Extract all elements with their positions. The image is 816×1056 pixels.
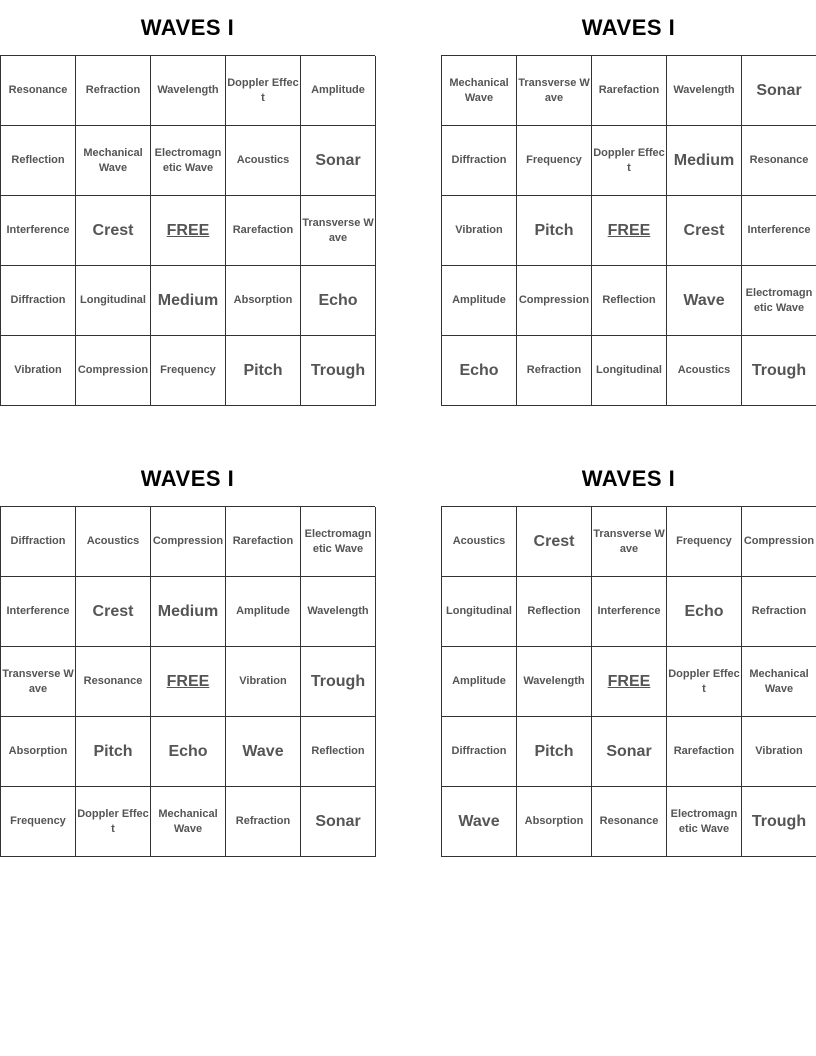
bingo-cell: Transverse Wave [1, 647, 76, 717]
bingo-grid [441, 506, 816, 857]
bingo-cell: Acoustics [442, 507, 517, 577]
bingo-cell: Sonar [592, 717, 667, 787]
free-space-cell: FREE [592, 196, 667, 266]
card-title: WAVES I [581, 466, 676, 491]
bingo-cell: Resonance [1, 56, 76, 126]
bingo-cell: Frequency [517, 126, 592, 196]
bingo-card-3 [0, 451, 375, 857]
bingo-cell: Frequency [1, 787, 76, 857]
bingo-cell: Longitudinal [442, 577, 517, 647]
bingo-cell: Vibration [742, 717, 816, 787]
bingo-cell: Compression [742, 507, 816, 577]
bingo-grid [0, 506, 375, 857]
bingo-cell: Trough [742, 336, 816, 406]
bingo-cell: Doppler Effect [76, 787, 151, 857]
bingo-card-4 [441, 451, 816, 857]
bingo-cell: Echo [442, 336, 517, 406]
bingo-cell: Frequency [151, 336, 226, 406]
bingo-cell: Pitch [517, 196, 592, 266]
bingo-cell: Resonance [76, 647, 151, 717]
bingo-cell: Wavelength [151, 56, 226, 126]
bingo-grid [0, 55, 375, 406]
bingo-cell: Resonance [592, 787, 667, 857]
bingo-cell: Doppler Effect [226, 56, 301, 126]
bingo-cell: Echo [301, 266, 376, 336]
bingo-cell: Refraction [76, 56, 151, 126]
bingo-cell: Compression [517, 266, 592, 336]
bingo-cell: Diffraction [442, 717, 517, 787]
bingo-cell: Acoustics [76, 507, 151, 577]
bingo-cell: Wave [226, 717, 301, 787]
bingo-cell: Rarefaction [226, 196, 301, 266]
bingo-cell: Doppler Effect [667, 647, 742, 717]
bingo-cell: Amplitude [442, 647, 517, 717]
bingo-cell: Pitch [76, 717, 151, 787]
bingo-cell: Wavelength [667, 56, 742, 126]
bingo-cell: Absorption [226, 266, 301, 336]
free-space-cell: FREE [151, 196, 226, 266]
bingo-cell: Crest [517, 507, 592, 577]
bingo-cell: Interference [592, 577, 667, 647]
bingo-cell: Trough [742, 787, 816, 857]
bingo-cell: Vibration [442, 196, 517, 266]
bingo-cell: Electromagnetic Wave [742, 266, 816, 336]
bingo-cell: Echo [667, 577, 742, 647]
bingo-cell: Reflection [1, 126, 76, 196]
bingo-cell: Longitudinal [592, 336, 667, 406]
bingo-cell: Doppler Effect [592, 126, 667, 196]
bingo-cell: Interference [1, 196, 76, 266]
bingo-cell: Rarefaction [592, 56, 667, 126]
bingo-cell: Frequency [667, 507, 742, 577]
bingo-cell: Longitudinal [76, 266, 151, 336]
bingo-cell: Trough [301, 336, 376, 406]
bingo-cell: Medium [151, 266, 226, 336]
bingo-cell: Absorption [1, 717, 76, 787]
bingo-cell: Electromagnetic Wave [667, 787, 742, 857]
bingo-cell: Compression [76, 336, 151, 406]
bingo-cell: Crest [76, 577, 151, 647]
bingo-cell: Echo [151, 717, 226, 787]
card-title: WAVES I [581, 15, 676, 40]
bingo-cell: Absorption [517, 787, 592, 857]
bingo-cell: Rarefaction [226, 507, 301, 577]
bingo-cell: Mechanical Wave [442, 56, 517, 126]
free-space-cell: FREE [151, 647, 226, 717]
bingo-cell: Electromagnetic Wave [151, 126, 226, 196]
bingo-cell: Crest [76, 196, 151, 266]
bingo-cell: Mechanical Wave [151, 787, 226, 857]
free-space-cell: FREE [592, 647, 667, 717]
bingo-cell: Medium [151, 577, 226, 647]
bingo-cell: Resonance [742, 126, 816, 196]
bingo-cell: Sonar [742, 56, 816, 126]
bingo-cell: Refraction [742, 577, 816, 647]
card-title: WAVES I [140, 466, 235, 491]
bingo-cell: Diffraction [1, 266, 76, 336]
bingo-cell: Refraction [517, 336, 592, 406]
bingo-cell: Diffraction [442, 126, 517, 196]
bingo-cell: Reflection [517, 577, 592, 647]
bingo-cell: Mechanical Wave [76, 126, 151, 196]
bingo-cell: Compression [151, 507, 226, 577]
bingo-cell: Acoustics [226, 126, 301, 196]
bingo-card-2 [441, 0, 816, 406]
bingo-cell: Amplitude [301, 56, 376, 126]
bingo-cell: Amplitude [442, 266, 517, 336]
card-title: WAVES I [140, 15, 235, 40]
bingo-cell: Medium [667, 126, 742, 196]
bingo-cell: Mechanical Wave [742, 647, 816, 717]
bingo-card-1 [0, 0, 375, 406]
bingo-grid [441, 55, 816, 406]
bingo-cell: Transverse Wave [517, 56, 592, 126]
bingo-cell: Vibration [226, 647, 301, 717]
bingo-cell: Trough [301, 647, 376, 717]
bingo-cell: Refraction [226, 787, 301, 857]
bingo-cell: Reflection [592, 266, 667, 336]
bingo-cell: Transverse Wave [592, 507, 667, 577]
bingo-cell: Interference [1, 577, 76, 647]
bingo-cell: Sonar [301, 126, 376, 196]
bingo-cell: Amplitude [226, 577, 301, 647]
bingo-cell: Pitch [517, 717, 592, 787]
bingo-cell: Wave [442, 787, 517, 857]
bingo-cell: Interference [742, 196, 816, 266]
bingo-cell: Acoustics [667, 336, 742, 406]
bingo-cell: Vibration [1, 336, 76, 406]
bingo-cell: Diffraction [1, 507, 76, 577]
bingo-cell: Wavelength [301, 577, 376, 647]
bingo-cell: Transverse Wave [301, 196, 376, 266]
bingo-cell: Pitch [226, 336, 301, 406]
bingo-cell: Electromagnetic Wave [301, 507, 376, 577]
bingo-cell: Crest [667, 196, 742, 266]
bingo-cell: Wave [667, 266, 742, 336]
bingo-cell: Wavelength [517, 647, 592, 717]
bingo-cell: Sonar [301, 787, 376, 857]
bingo-cell: Reflection [301, 717, 376, 787]
bingo-cell: Rarefaction [667, 717, 742, 787]
